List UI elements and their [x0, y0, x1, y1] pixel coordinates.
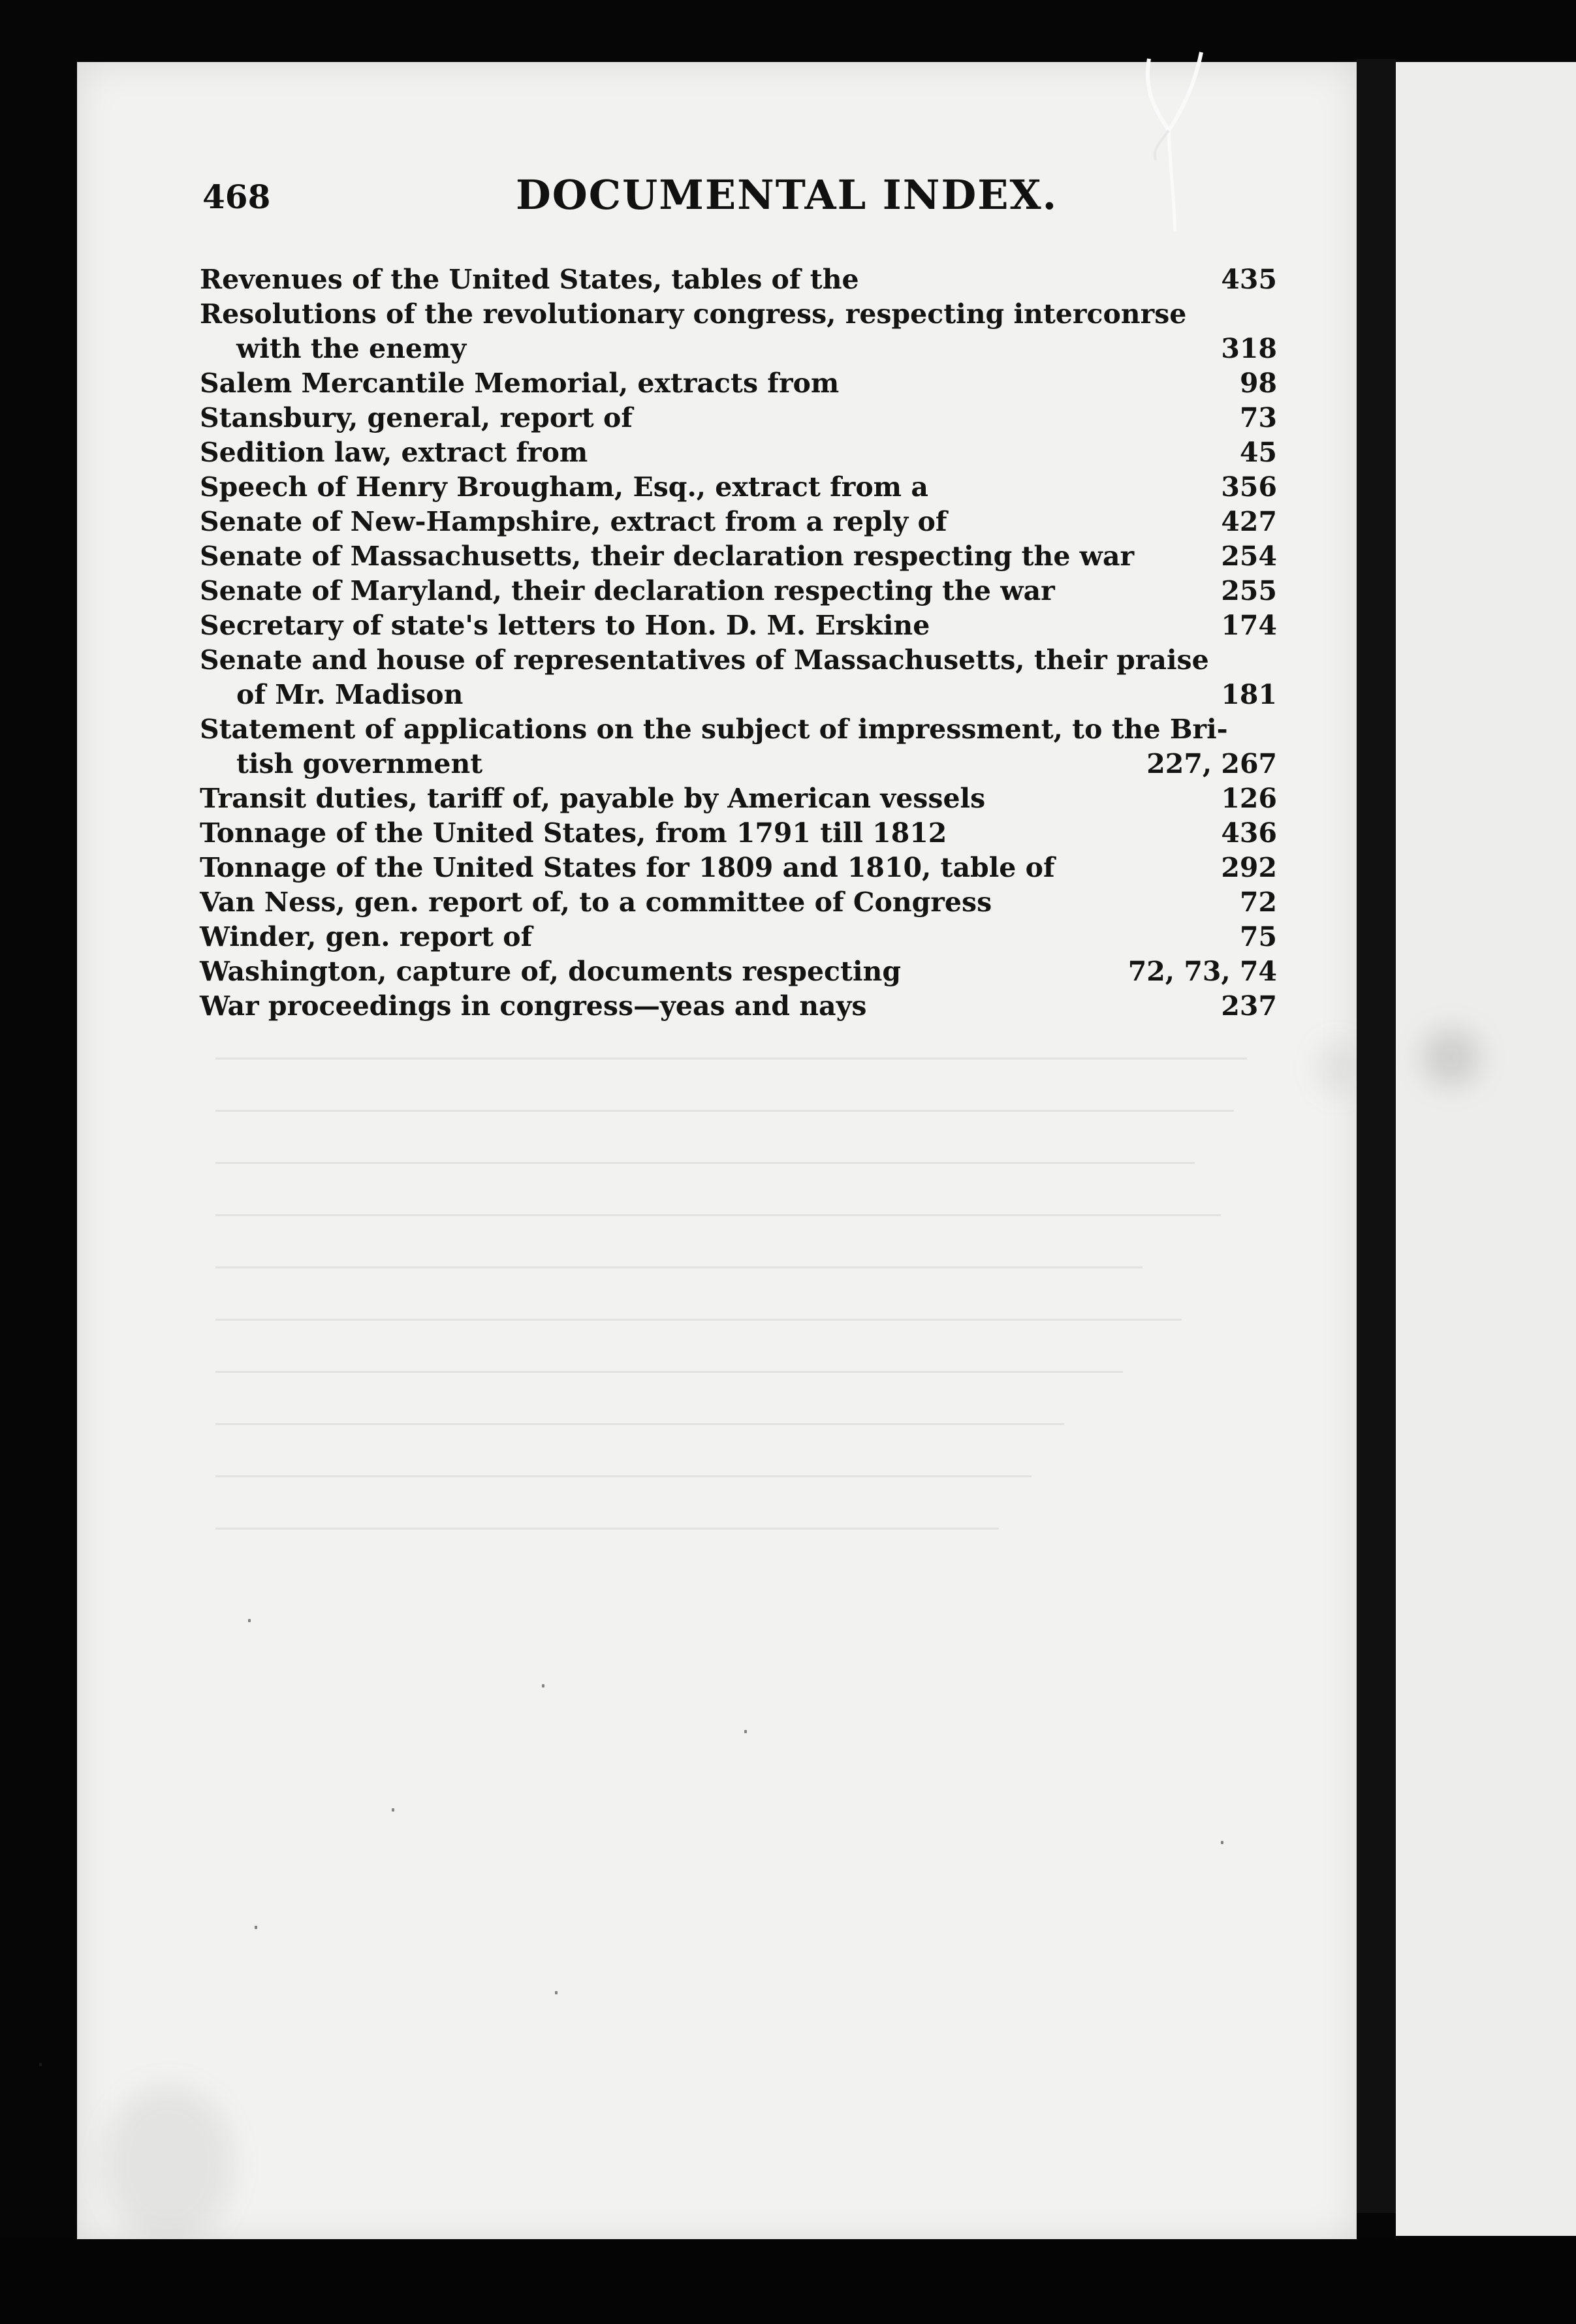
speck	[1221, 1841, 1223, 1844]
entry-line	[200, 470, 1277, 505]
entry-page-reference: 254	[1221, 541, 1277, 572]
index-entry	[200, 366, 1277, 401]
entry-text: tish government	[236, 748, 483, 779]
index-entry	[200, 262, 1277, 297]
index-entry	[200, 643, 1277, 712]
entry-text: Revenues of the United States, tables of the	[200, 264, 859, 295]
entry-page-reference: 318	[1221, 333, 1277, 364]
index-entry	[200, 505, 1277, 539]
entry-text: Salem Mercantile Memorial, extracts from	[200, 368, 840, 399]
entry-line	[200, 401, 1277, 435]
entry-page-reference: 292	[1221, 852, 1277, 883]
entry-line	[200, 435, 1277, 470]
index-entry	[200, 712, 1277, 781]
entry-line	[200, 989, 1277, 1024]
entry-line	[200, 262, 1277, 297]
entry-line	[200, 574, 1277, 608]
entry-page-reference: 436	[1221, 817, 1277, 849]
speck	[542, 1684, 544, 1688]
entry-page-reference: 227, 267	[1146, 748, 1277, 779]
book-gutter	[1357, 59, 1396, 2213]
entry-text: Washington, capture of, documents respecting	[200, 956, 902, 987]
entry-page-reference: 73	[1239, 402, 1277, 433]
entry-text: Sedition law, extract from	[200, 437, 588, 468]
entry-line	[200, 608, 1277, 643]
entry-line	[200, 851, 1277, 885]
index-entry	[200, 539, 1277, 574]
speck	[248, 1619, 251, 1622]
entry-text: Transit duties, tariff of, payable by American vessels	[200, 783, 986, 814]
bleed-through	[215, 1475, 1032, 1477]
bleed-through	[215, 1110, 1234, 1112]
index-entry	[200, 401, 1277, 435]
entry-text: Speech of Henry Brougham, Esq., extract from a	[200, 471, 928, 503]
index-entry	[200, 435, 1277, 470]
index-entry	[200, 920, 1277, 954]
entry-page-reference: 126	[1221, 783, 1277, 814]
entry-text: Tonnage of the United States for 1809 and 1810, table of	[200, 852, 1055, 883]
index-entry	[200, 816, 1277, 851]
index-entry	[200, 954, 1277, 989]
entry-line	[200, 366, 1277, 401]
index-entry	[200, 470, 1277, 505]
entry-continuation-line	[200, 747, 1277, 781]
entry-page-reference: 75	[1239, 921, 1277, 952]
entry-page-reference: 174	[1221, 610, 1277, 641]
bleed-through	[215, 1162, 1195, 1164]
speck	[255, 1926, 257, 1929]
bleed-through	[215, 1058, 1247, 1060]
speck	[555, 1991, 558, 1994]
entry-line	[200, 643, 1277, 678]
entry-page-reference: 255	[1221, 575, 1277, 606]
entry-page-reference: 435	[1221, 264, 1277, 295]
bleed-through	[215, 1528, 999, 1530]
entry-page-reference: 181	[1221, 679, 1277, 710]
entry-page-reference: 356	[1221, 471, 1277, 503]
entry-line	[200, 505, 1277, 539]
index-entries	[200, 262, 1277, 1024]
bleed-through	[215, 1319, 1182, 1321]
entry-text: Senate of Massachusetts, their declaration respecting the war	[200, 541, 1135, 572]
bleed-through	[215, 1371, 1123, 1373]
facing-page-fragments	[1502, 255, 1573, 393]
speck	[392, 1808, 394, 1812]
entry-text: with the enemy	[236, 333, 467, 364]
entry-continuation-line	[200, 678, 1277, 712]
index-entry	[200, 608, 1277, 643]
entry-line	[200, 712, 1277, 747]
index-entry	[200, 851, 1277, 885]
stain	[1317, 1041, 1357, 1093]
entry-line	[200, 816, 1277, 851]
entry-page-reference: 237	[1221, 990, 1277, 1022]
entry-text: Secretary of state's letters to Hon. D. M. Erskine	[200, 610, 930, 641]
index-entry	[200, 885, 1277, 920]
entry-line	[200, 781, 1277, 816]
bleed-through	[215, 1266, 1143, 1268]
index-entry	[200, 989, 1277, 1024]
entry-text: Senate of Maryland, their declaration respecting the war	[200, 575, 1055, 606]
entry-text: of Mr. Madison	[236, 679, 464, 710]
stain	[103, 2086, 234, 2242]
entry-page-reference: 72	[1239, 887, 1277, 918]
index-entry	[200, 781, 1277, 816]
entry-text: Statement of applications on the subject of impressment, to the Bri-	[200, 714, 1228, 745]
entry-continuation-line	[200, 332, 1277, 366]
scan-border	[0, 2239, 1576, 2324]
entry-line	[200, 885, 1277, 920]
bleed-through	[215, 1214, 1221, 1216]
speck	[39, 2063, 42, 2066]
entry-line	[200, 539, 1277, 574]
entry-text: Senate and house of representatives of Massachusetts, their praise	[200, 644, 1209, 676]
index-entry	[200, 297, 1277, 366]
entry-text: War proceedings in congress—yeas and nays	[200, 990, 867, 1022]
entry-line	[200, 297, 1277, 332]
page-number: 468	[202, 178, 271, 216]
running-title: DOCUMENTAL INDEX.	[516, 171, 1058, 219]
bleed-through	[215, 1423, 1064, 1425]
entry-text: Stansbury, general, report of	[200, 402, 633, 433]
entry-line	[200, 920, 1277, 954]
entry-page-reference: 98	[1239, 368, 1277, 399]
entry-page-reference: 427	[1221, 506, 1277, 537]
stain	[1422, 1028, 1481, 1087]
entry-page-reference: 72, 73, 74	[1127, 956, 1277, 987]
index-entry	[200, 574, 1277, 608]
speck	[744, 1730, 747, 1733]
entry-page-reference: 45	[1239, 437, 1277, 468]
entry-text: Van Ness, gen. report of, to a committee of Congress	[200, 887, 992, 918]
entry-text: Resolutions of the revolutionary congress, respecting interconrse	[200, 298, 1187, 330]
entry-line	[200, 954, 1277, 989]
entry-text: Senate of New-Hampshire, extract from a reply of	[200, 506, 947, 537]
entry-text: Winder, gen. report of	[200, 921, 533, 952]
entry-text: Tonnage of the United States, from 1791 till 1812	[200, 817, 947, 849]
page-header	[202, 171, 1273, 230]
